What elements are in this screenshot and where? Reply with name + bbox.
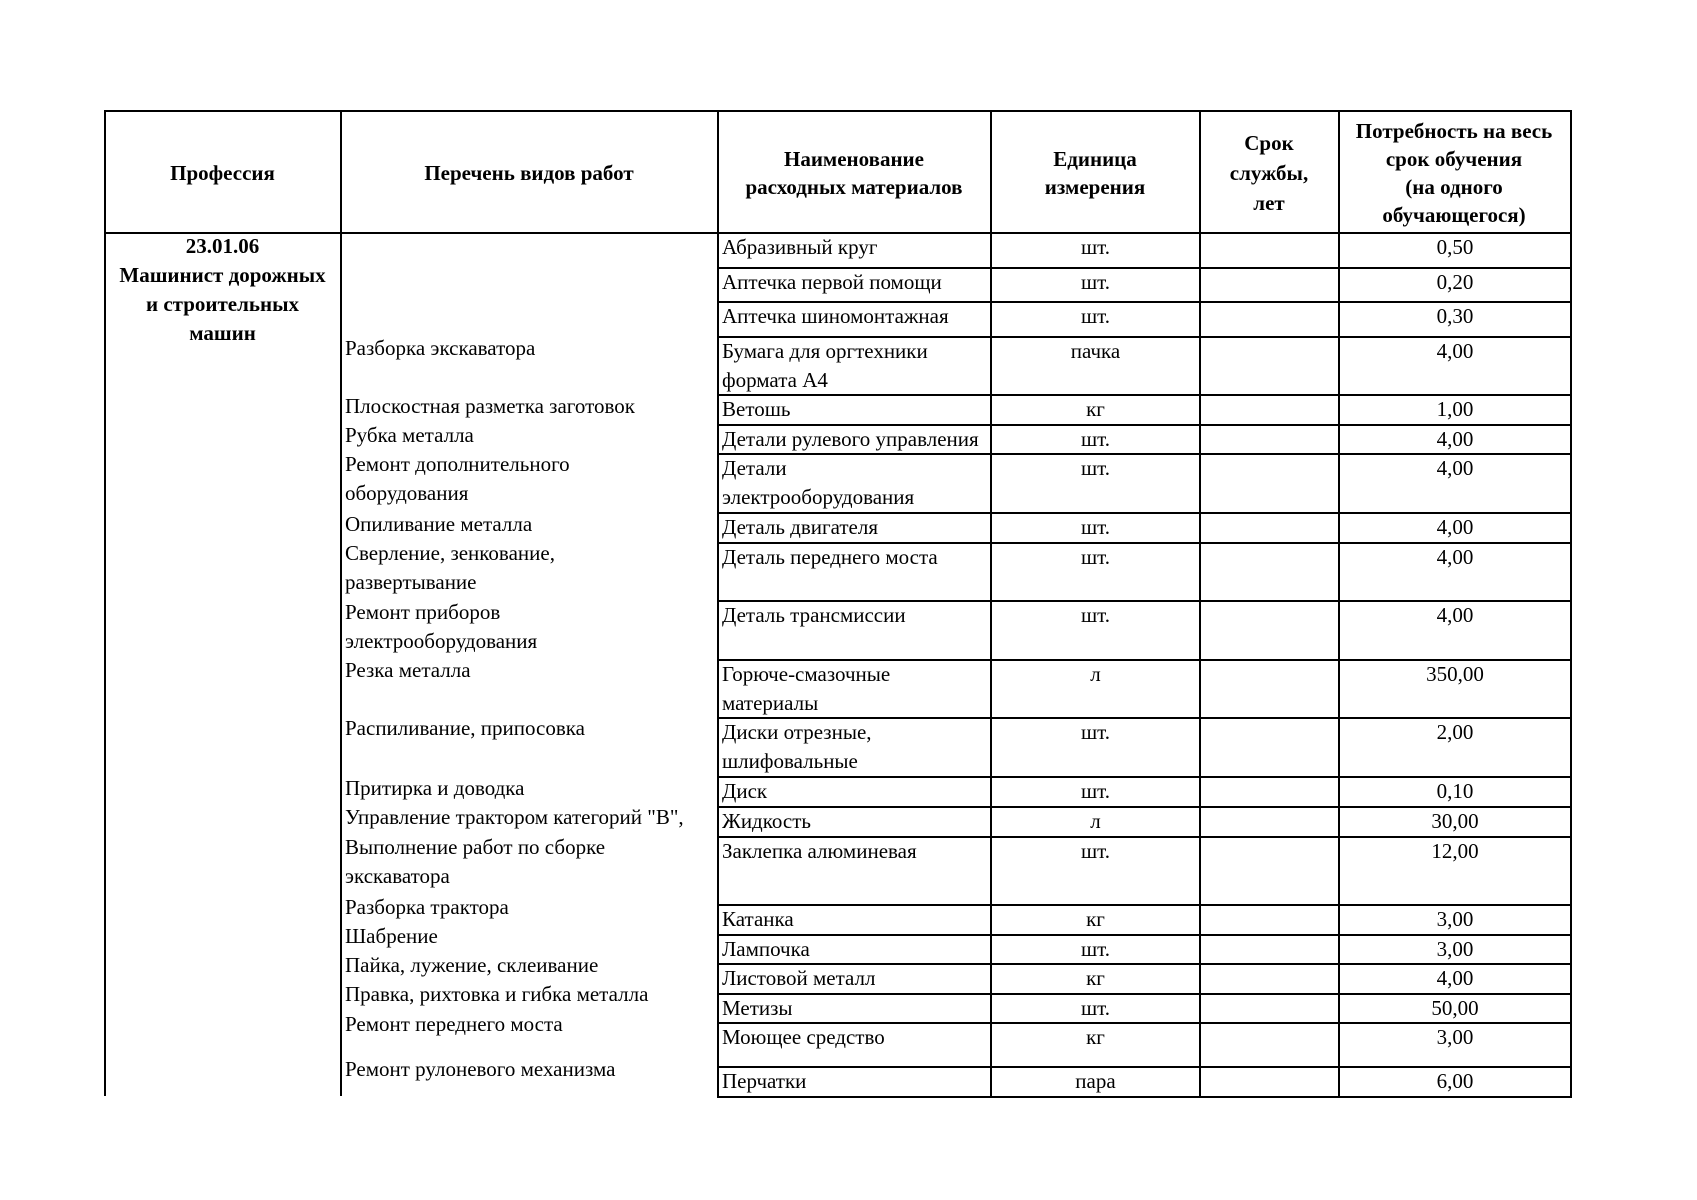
unit-cell: шт. (1080, 427, 1111, 451)
material-name-cell: Деталь двигателя (722, 515, 879, 539)
unit-cell: л (1090, 809, 1101, 833)
need-cell: 3,00 (1436, 937, 1474, 961)
material-name-cell: Диск (722, 779, 768, 803)
work-type-item: Разборка трактора (345, 895, 509, 919)
unit-cell: л (1090, 662, 1101, 686)
unit-cell: шт. (1080, 603, 1111, 627)
need-cell: 4,00 (1436, 515, 1474, 539)
work-type-item: Пайка, лужение, склеивание (345, 953, 599, 977)
work-type-item: Опиливание металла (345, 512, 533, 536)
unit-cell: пачка (1070, 339, 1121, 363)
material-name-cell: Деталь переднего моста (722, 545, 938, 569)
material-name-cell: Диски отрезные, шлифовальные (722, 720, 872, 773)
work-type-item: Распиливание, припосовка (345, 716, 585, 740)
material-name-cell: Бумага для оргтехники формата А4 (722, 339, 928, 392)
material-name-cell: Метизы (722, 996, 793, 1020)
material-name-cell: Детали рулевого управления (722, 427, 979, 451)
header-unit: Единица измерения (1044, 147, 1146, 199)
material-name-cell: Перчатки (722, 1069, 807, 1093)
unit-cell: кг (1086, 397, 1105, 421)
need-cell: 2,00 (1436, 720, 1474, 744)
material-name-cell: Абразивный круг (722, 235, 878, 259)
unit-cell: шт. (1080, 304, 1111, 328)
need-cell: 0,10 (1436, 779, 1474, 803)
work-type-item: Резка металла (345, 658, 471, 682)
column-line (1570, 110, 1572, 1096)
unit-cell: шт. (1080, 720, 1111, 744)
need-cell: 4,00 (1436, 456, 1474, 480)
unit-cell: шт. (1080, 779, 1111, 803)
need-cell: 6,00 (1436, 1069, 1474, 1093)
unit-cell: шт. (1080, 235, 1111, 259)
header-profession: Профессия (170, 161, 275, 185)
work-type-item: Разборка экскаватора (345, 336, 536, 360)
need-cell: 1,00 (1436, 397, 1474, 421)
header-material: Наименование расходных материалов (745, 147, 963, 199)
need-cell: 50,00 (1431, 996, 1479, 1020)
work-type-item: Плоскостная разметка заготовок (345, 394, 635, 418)
material-name-cell: Деталь трансмиссии (722, 603, 906, 627)
material-name-cell: Заклепка алюминевая (722, 839, 917, 863)
need-cell: 4,00 (1436, 427, 1474, 451)
need-cell: 0,30 (1436, 304, 1474, 328)
material-name-cell: Листовой металл (722, 966, 876, 990)
unit-cell: шт. (1080, 996, 1111, 1020)
need-cell: 350,00 (1426, 662, 1484, 686)
unit-cell: шт. (1080, 839, 1111, 863)
need-cell: 0,20 (1436, 270, 1474, 294)
need-cell: 4,00 (1436, 339, 1474, 363)
work-type-item: Рубка металла (345, 423, 474, 447)
unit-cell: шт. (1080, 937, 1111, 961)
need-cell: 4,00 (1436, 545, 1474, 569)
work-type-item: Ремонт рулоневого механизма (345, 1057, 616, 1081)
column-line (717, 110, 719, 1096)
work-type-item: Ремонт дополнительного оборудования (345, 452, 570, 505)
need-cell: 30,00 (1431, 809, 1479, 833)
work-type-item: Притирка и доводка (345, 776, 525, 800)
work-type-item: Ремонт переднего моста (345, 1012, 563, 1036)
material-name-cell: Детали электрооборудования (722, 456, 915, 509)
column-line (340, 110, 342, 1096)
need-cell: 4,00 (1436, 966, 1474, 990)
unit-cell: шт. (1080, 515, 1111, 539)
work-type-item: Правка, рихтовка и гибка металла (345, 982, 649, 1006)
work-type-item: Выполнение работ по сборке экскаватора (345, 835, 606, 888)
unit-cell: шт. (1080, 456, 1111, 480)
unit-cell: шт. (1080, 545, 1111, 569)
material-name-cell: Жидкость (722, 809, 811, 833)
work-type-item: Ремонт приборов электрооборудования (345, 600, 538, 653)
header-works: Перечень видов работ (424, 161, 634, 185)
unit-cell: кг (1086, 966, 1105, 990)
need-cell: 12,00 (1431, 839, 1479, 863)
material-name-cell: Ветошь (722, 397, 791, 421)
work-type-item: Управление трактором категорий "В", (345, 805, 684, 829)
material-name-cell: Лампочка (722, 937, 810, 961)
work-type-item: Сверление, зенкование, развертывание (345, 541, 555, 594)
material-name-cell: Катанка (722, 907, 794, 931)
header-need: Потребность на весь срок обучения (на одного обучающегося) (1355, 119, 1553, 227)
need-cell: 3,00 (1436, 907, 1474, 931)
material-name-cell: Горюче-смазочные материалы (722, 662, 891, 715)
material-name-cell: Аптечка шиномонтажная (722, 304, 949, 328)
need-cell: 3,00 (1436, 1025, 1474, 1049)
header-service-life: Срок службы, лет (1229, 131, 1309, 215)
column-line (1199, 110, 1201, 1096)
material-name-cell: Моющее средство (722, 1025, 885, 1049)
unit-cell: пара (1075, 1069, 1116, 1093)
row-line (717, 1096, 1572, 1098)
profession-name: 23.01.06 Машинист дорожных и строительных машин (119, 234, 326, 345)
need-cell: 0,50 (1436, 235, 1474, 259)
material-name-cell: Аптечка первой помощи (722, 270, 942, 294)
unit-cell: кг (1086, 907, 1105, 931)
unit-cell: шт. (1080, 270, 1111, 294)
unit-cell: кг (1086, 1025, 1105, 1049)
need-cell: 4,00 (1436, 603, 1474, 627)
work-type-item: Шабрение (345, 924, 438, 948)
